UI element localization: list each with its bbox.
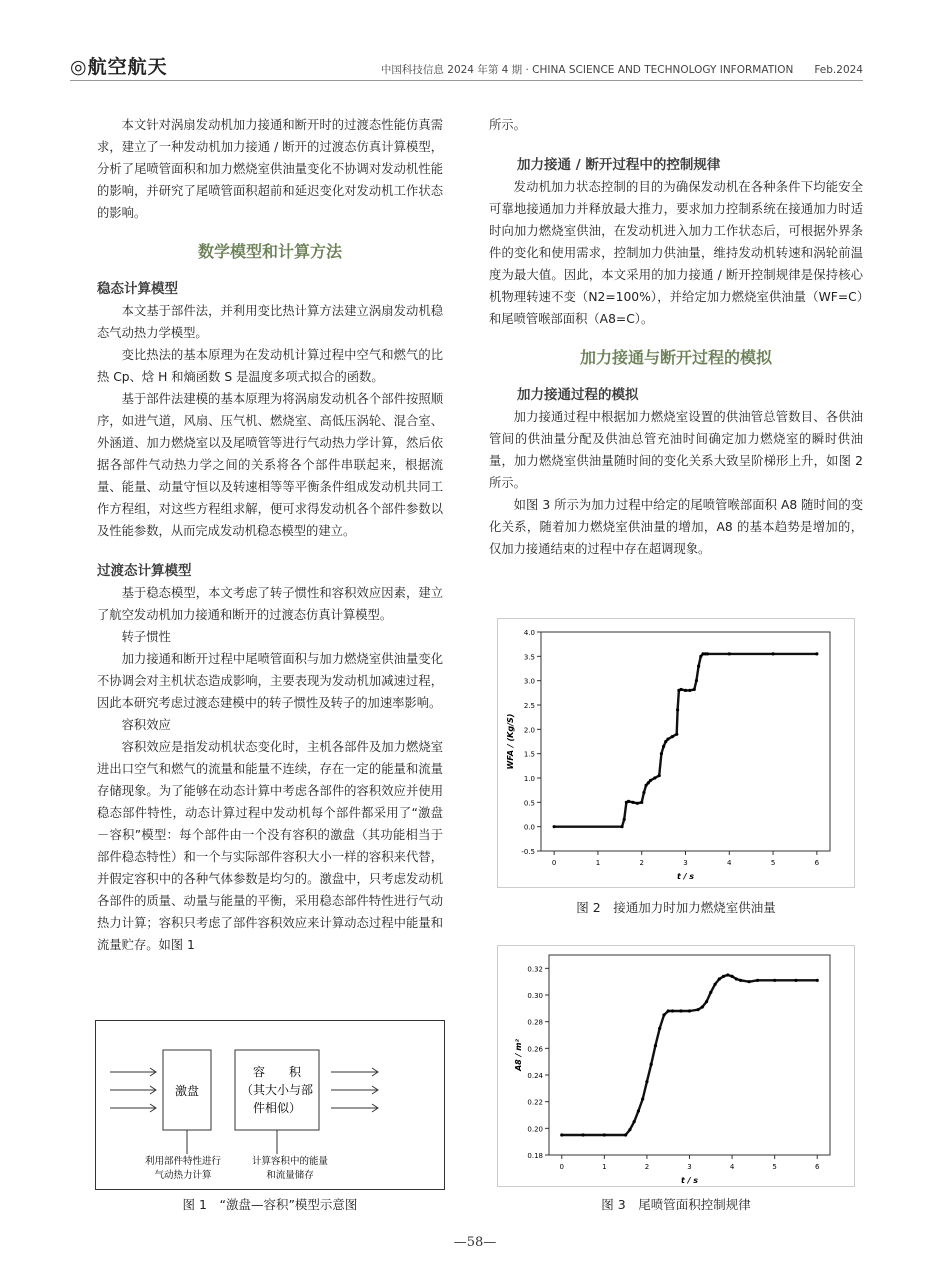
paragraph-steady-1: 本文基于部件法，并利用变比热计算方法建立涡扇发动机稳态气动热力学模型。 xyxy=(97,304,443,340)
fig1-volume-label: 容 积 xyxy=(252,1065,302,1079)
journal-logo: ◎航空航天 xyxy=(70,56,168,78)
paragraph-on-2: 如图 3 所示为加力过程中给定的尾喷管喉部面积 A8 随时间的变化关系，随着加力燃烧室供油量的增加，A8 的基本趋势是增加的，仅加力接通结束的过程中存在超调现象。 xyxy=(489,498,863,556)
data-point xyxy=(693,688,696,691)
plot-area xyxy=(549,955,830,1155)
data-point xyxy=(728,652,731,655)
data-point xyxy=(705,1000,708,1003)
paragraph-steady-3: 基于部件法建模的基本原理为将涡扇发动机各个部件按照顺序，如进气道，风扇、压气机、燃烧室、高低压涡轮、混合室、外涵道、加力燃烧室以及尾喷管等进行气动热力学计算，然后依据各部件气动热力学之间的关系将各个部件串联起来，根据流量、能量、动量守恒以及转速相等等平衡条件组成发动机共同工作方程组，对这些方程组求解，便可求得发动机各个部件参数以及性能参数，从而完成发动机稳态模型的建立。 xyxy=(97,392,443,538)
journal-info: 中国科技信息 2024 年第 4 期 · CHINA SCIENCE AND TECHNOLOGY INFORMATION Feb.2024 xyxy=(380,64,863,76)
x-tick-label: 2 xyxy=(644,1163,650,1171)
x-tick-label: 5 xyxy=(770,859,776,867)
data-point xyxy=(688,1009,691,1012)
y-tick-label: 1.5 xyxy=(523,750,535,759)
data-point xyxy=(730,975,733,978)
y-tick-label: 0.0 xyxy=(523,823,535,832)
subsection-control: 加力接通 / 断开过程中的控制规律 xyxy=(517,157,721,173)
data-point xyxy=(671,1009,674,1012)
x-tick-label: 6 xyxy=(814,1163,820,1171)
paragraph-steady-2: 变比热法的基本原理为在发动机计算过程中空气和燃气的比热 Cp、焓 H 和熵函数 S 是温度多项式拟合的函数。 xyxy=(97,348,443,384)
data-point xyxy=(816,979,819,982)
data-point xyxy=(773,979,776,982)
fig1-note-left-2: 气动热力计算 xyxy=(154,1170,212,1181)
x-tick-label: 3 xyxy=(683,859,688,867)
paragraph-transient-1: 基于稳态模型，本文考虑了转子惯性和容积效应因素，建立了航空发动机加力接通和断开的过渡态仿真计算模型。 xyxy=(97,586,443,622)
data-point xyxy=(722,975,725,978)
paragraph-continued: 所示。 xyxy=(489,118,526,132)
y-tick-label: 1.0 xyxy=(523,775,535,783)
data-point xyxy=(671,735,674,738)
data-point xyxy=(633,1120,636,1123)
heading-rotor: 转子惯性 xyxy=(121,630,171,644)
y-tick-label: 3.5 xyxy=(523,653,535,662)
fig1-note-right-2: 和流量储存 xyxy=(266,1170,314,1181)
data-point xyxy=(739,979,742,982)
data-point xyxy=(713,983,716,986)
x-tick-label: 6 xyxy=(814,859,820,867)
data-point xyxy=(756,979,759,982)
data-point xyxy=(624,1133,627,1136)
x-axis-label: t / s xyxy=(676,872,695,881)
paragraph-intro: 本文针对涡扇发动机加力接通和断开时的过渡态性能仿真需求，建立了一种发动机加力接通 / 断开的过渡态仿真计算模型，分析了尾喷管面积和加力燃烧室供油量变化不协调对发动机性能的影响，并研究了尾喷管面积超前和延迟变化对发动机工作状态的影响。 xyxy=(97,118,443,220)
data-point xyxy=(641,1097,644,1100)
data-point xyxy=(684,689,687,692)
paragraph-control: 发动机加力状态控制的目的为确保发动机在各种条件下均能安全可靠地接通加力并释放最大推力，要求加力控制系统在接通加力时适时向加力燃烧室供油，在发动机进入加力工作状态后，可根据外界条件的变化和使用需求，控制加力供油量，维持发动机转速和涡轮前温度为最大值。因此，本文采用的加力接通 / 断开控制规律是保持核心机物理转速不变（N2=100%），并给定加力燃烧室供油量（WF=C）和尾喷管喉部面积（A8=C）。 xyxy=(489,180,863,326)
y-tick-label: 2.0 xyxy=(523,726,535,735)
data-point xyxy=(706,652,709,655)
figure-1-caption: 图 1 “激盘—容积”模型示意图 xyxy=(182,1197,358,1212)
x-axis-label: t / s xyxy=(680,1176,699,1185)
x-tick-label: 2 xyxy=(639,859,644,867)
data-point xyxy=(644,784,647,787)
chart-frame xyxy=(498,946,855,1187)
data-point xyxy=(640,801,643,804)
data-point xyxy=(560,1133,563,1136)
data-point xyxy=(581,1133,584,1136)
right-column xyxy=(489,114,863,560)
data-point xyxy=(699,655,702,658)
data-point xyxy=(603,1133,606,1136)
data-point xyxy=(815,652,818,655)
data-point xyxy=(658,774,661,777)
data-point xyxy=(676,708,679,711)
data-point xyxy=(631,801,634,804)
data-point xyxy=(642,791,645,794)
data-point xyxy=(653,776,656,779)
figure-2-chart xyxy=(497,618,855,892)
y-tick-label: 0.30 xyxy=(527,992,543,1000)
data-point xyxy=(735,977,738,980)
section-title-sim: 加力接通与断开过程的模拟 xyxy=(579,348,772,367)
data-point xyxy=(718,977,721,980)
data-point xyxy=(645,1080,648,1083)
data-point xyxy=(623,818,626,821)
data-point xyxy=(620,825,623,828)
data-point xyxy=(649,779,652,782)
data-point xyxy=(794,979,797,982)
data-point xyxy=(688,689,691,692)
y-axis-label: A8 / m² xyxy=(514,1038,523,1072)
paragraph-on-1: 加力接通过程中根据加力燃烧室设置的供油管总管数目、各供油管间的供油量分配及供油总管充油时间确定加力燃烧室的瞬时供油量，加力燃烧室供油量随时间的变化关系大致呈阶梯形上升，如图 2 所示。 xyxy=(489,410,863,490)
series-line xyxy=(554,654,817,827)
figure-2-caption: 图 2 接通加力时加力燃烧室供油量 xyxy=(576,900,776,915)
x-tick-label: 0 xyxy=(551,859,557,867)
figure-1-diagram xyxy=(95,1020,445,1194)
y-tick-label: 0.18 xyxy=(527,1152,543,1160)
plot-area xyxy=(541,632,830,851)
x-tick-label: 5 xyxy=(772,1163,777,1171)
y-tick-label: 0.32 xyxy=(527,965,543,974)
y-tick-label: 4.0 xyxy=(523,629,535,637)
y-tick-label: 3.0 xyxy=(523,677,535,686)
x-tick-label: 1 xyxy=(602,1163,607,1171)
series-line xyxy=(562,975,817,1135)
data-point xyxy=(553,825,556,828)
subsection-transient: 过渡态计算模型 xyxy=(97,563,192,579)
y-tick-label: -0.5 xyxy=(521,848,535,856)
left-column xyxy=(97,114,443,956)
subsection-on: 加力接通过程的模拟 xyxy=(517,387,639,403)
data-point xyxy=(666,737,669,740)
data-point xyxy=(636,802,639,805)
page-number: —58— xyxy=(453,1235,497,1250)
data-point xyxy=(628,1128,631,1131)
y-tick-label: 0.26 xyxy=(527,1045,543,1054)
data-point xyxy=(748,980,751,983)
data-point xyxy=(650,1063,653,1066)
section-title-math: 数学模型和计算方法 xyxy=(197,242,342,261)
data-point xyxy=(679,1009,682,1012)
x-tick-label: 3 xyxy=(687,1163,692,1171)
data-point xyxy=(647,781,650,784)
data-point xyxy=(662,1013,665,1016)
fig1-disk-label: 激盘 xyxy=(174,1084,200,1098)
data-point xyxy=(701,1005,704,1008)
data-point xyxy=(726,973,729,976)
fig1-volume-note-2: 件相似） xyxy=(252,1101,302,1115)
data-point xyxy=(654,1044,657,1047)
y-tick-label: 0.24 xyxy=(527,1072,543,1080)
y-tick-label: 0.28 xyxy=(527,1018,543,1027)
data-point xyxy=(658,1027,661,1030)
x-tick-label: 1 xyxy=(595,859,601,867)
data-point xyxy=(680,688,683,691)
data-point xyxy=(627,800,630,803)
paragraph-volume: 容积效应是指发动机状态变化时，主机各部件及加力燃烧室进出口空气和燃气的流量和能量不连续，存在一定的能量和流量存储现象。为了能够在动态计算中考虑各部件的容积效应并使用稳态部件特性，动态计算过程中发动机每个部件都采用了“激盘－容积”模型：每个部件由一个没有容积的激盘（其功能相当于部件稳态特性）和一个与实际部件容积大小一样的容积来代替，并假定容积中的各种气体参数是均匀的。激盘中，只考虑发动机各部件的质量、动量与能量的平衡，采用稳态部件特性进行气动热力计算；容积只考虑了部件容积效应来计算动态过程中能量和流量贮存。如图 1 xyxy=(97,740,443,952)
x-tick-label: 4 xyxy=(727,859,732,867)
figure-3-chart xyxy=(497,945,855,1191)
data-point xyxy=(697,664,700,667)
heading-volume: 容积效应 xyxy=(121,718,171,732)
fig1-note-right-1: 计算容积中的能量 xyxy=(251,1156,329,1167)
y-tick-label: 0.5 xyxy=(523,799,535,808)
data-point xyxy=(709,991,712,994)
data-point xyxy=(662,745,665,748)
x-tick-label: 4 xyxy=(729,1163,735,1171)
data-point xyxy=(667,1009,670,1012)
data-point xyxy=(664,740,667,743)
data-point xyxy=(696,1008,699,1011)
data-point xyxy=(637,1109,640,1112)
chart-frame xyxy=(498,619,855,888)
fig1-note-left-1: 利用部件特性进行 xyxy=(144,1156,222,1167)
y-tick-label: 2.5 xyxy=(523,702,535,710)
data-point xyxy=(675,733,678,736)
y-tick-label: 0.22 xyxy=(527,1098,543,1107)
subsection-steady: 稳态计算模型 xyxy=(97,281,178,297)
header-divider xyxy=(70,80,863,81)
x-tick-label: 0 xyxy=(559,1163,565,1171)
y-tick-label: 0.20 xyxy=(527,1125,543,1134)
figure-3-caption: 图 3 尾喷管面积控制规律 xyxy=(601,1197,751,1212)
paragraph-rotor: 加力接通和断开过程中尾喷管面积与加力燃烧室供油量变化不协调会对主机状态造成影响，主要表现为发动机加减速过程，因此本研究考虑过渡态建模中的转子惯性及转子的加速率影响。 xyxy=(97,652,443,710)
y-axis-label: WFA / (Kg/S) xyxy=(506,713,515,770)
data-point xyxy=(771,652,774,655)
data-point xyxy=(660,752,663,755)
data-point xyxy=(695,679,698,682)
fig1-volume-note-1: （其大小与部 xyxy=(240,1083,314,1097)
